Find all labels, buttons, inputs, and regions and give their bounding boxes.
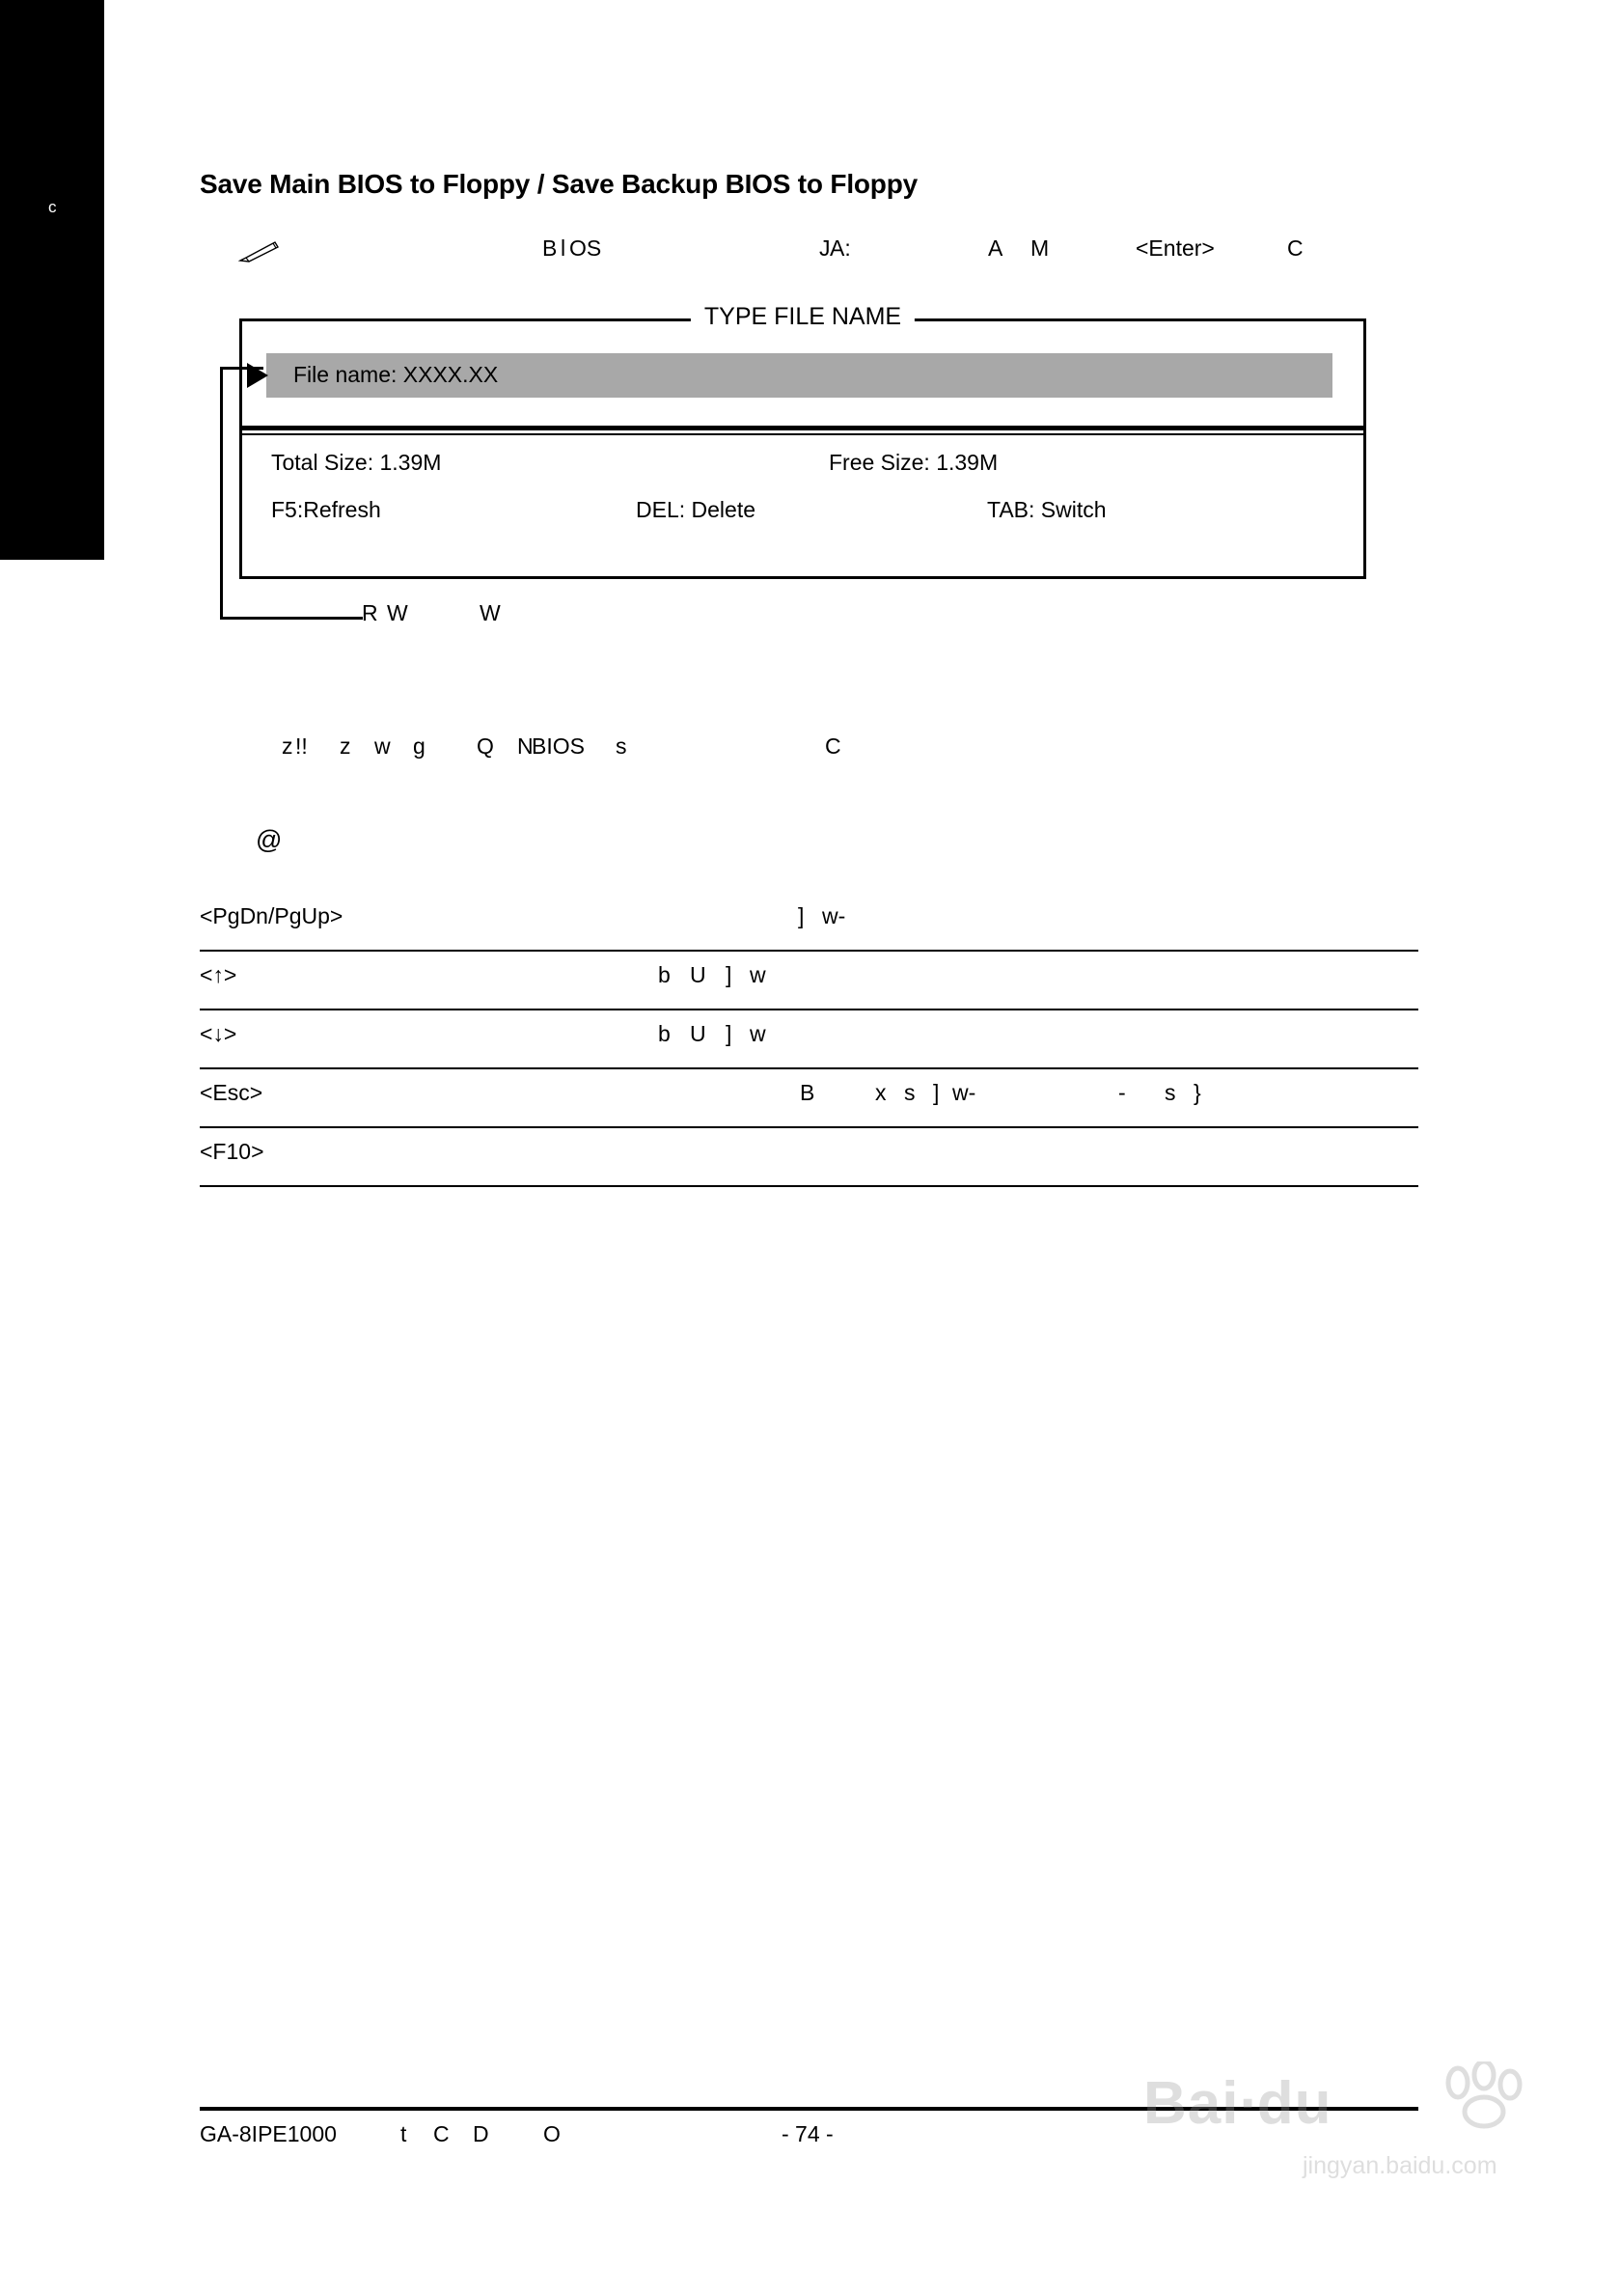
footer-fragment: O — [543, 2121, 561, 2146]
key-desc-fragment: s — [1165, 1080, 1176, 1105]
key-desc-fragment: w- — [822, 903, 846, 928]
pencil-icon — [238, 239, 281, 263]
body-fragment: C — [825, 733, 841, 759]
refresh-key-hint[interactable]: F5:Refresh — [271, 497, 381, 522]
watermark-brand: Bai∙du — [1143, 2070, 1332, 2137]
key-desc-fragment: ] — [933, 1080, 940, 1105]
body-fragment-bios: BIOS — [532, 733, 585, 759]
key-name: <Esc> — [200, 1080, 263, 1105]
key-desc-fragment: w — [750, 962, 766, 987]
footer-fragment: C — [433, 2121, 450, 2146]
side-tab-letter: c — [48, 198, 57, 216]
table-row — [200, 1069, 1418, 1128]
switch-key-hint[interactable]: TAB: Switch — [987, 497, 1107, 522]
key-desc-fragment: U — [690, 1021, 706, 1046]
key-desc-fragment: ] — [726, 962, 732, 987]
body-fragment: g — [413, 733, 426, 759]
page-side-tab — [0, 0, 104, 560]
note-fragment: M — [1030, 235, 1050, 261]
table-row — [200, 893, 1418, 952]
key-name: <F10> — [200, 1139, 264, 1164]
file-name-input[interactable] — [266, 353, 1332, 398]
note-fragment: J — [819, 235, 831, 261]
watermark-url: jingyan.baidu.com — [1303, 2152, 1497, 2179]
body-fragment-at: @ — [256, 825, 283, 854]
footer-fragment: GA-8IPE1000 — [200, 2121, 337, 2146]
callout-top-line — [220, 367, 263, 370]
callout-fragment: R — [362, 600, 378, 625]
footer-model — [200, 2121, 561, 2147]
table-row — [200, 1128, 1418, 1187]
body-fragment: w — [374, 733, 391, 759]
dialog-divider-thin — [242, 433, 1363, 435]
note-fragment: A: — [830, 235, 851, 261]
callout-vertical-line — [220, 367, 223, 620]
key-desc-fragment: b — [658, 1021, 671, 1046]
key-desc-fragment: } — [1194, 1080, 1201, 1105]
file-name-value: File name: XXXX.XX — [293, 362, 499, 387]
page-title: Save Main BIOS to Floppy / Save Backup BIOS to Floppy — [200, 169, 918, 199]
key-desc-fragment: - — [1118, 1080, 1126, 1105]
key-desc-fragment: x — [875, 1080, 887, 1105]
key-desc-fragment: w — [750, 1021, 766, 1046]
body-fragment: N — [517, 733, 534, 759]
table-row — [200, 952, 1418, 1010]
key-desc-fragment: s — [904, 1080, 916, 1105]
note-fragment-enter-key: <Enter> — [1136, 235, 1215, 261]
body-fragment: z — [282, 733, 293, 759]
type-file-name-dialog — [239, 303, 1366, 579]
free-size-label: Free Size: 1.39M — [829, 450, 999, 475]
table-row — [200, 1010, 1418, 1069]
key-desc-fragment: B — [800, 1080, 815, 1105]
key-desc-fragment: w- — [952, 1080, 976, 1105]
footer-fragment: D — [473, 2121, 489, 2146]
total-size-label: Total Size: 1.39M — [271, 450, 442, 475]
note-fragment: C — [1287, 235, 1304, 261]
note-fragment: B — [542, 235, 558, 261]
key-desc-fragment: ] — [798, 903, 805, 928]
key-reference-table — [200, 893, 1418, 1187]
page-number: - 74 - — [782, 2121, 834, 2146]
callout-bracket — [220, 367, 365, 622]
key-desc-fragment: U — [690, 962, 706, 987]
callout-bottom-line — [220, 617, 363, 620]
body-fragment: s — [616, 733, 627, 759]
key-name: <↓> — [200, 1021, 237, 1046]
dialog-title: TYPE FILE NAME — [691, 303, 915, 331]
note-fragment: l — [561, 235, 566, 261]
dialog-divider-thick — [242, 426, 1363, 430]
note-fragment: OS — [569, 235, 602, 261]
baidu-watermark — [1134, 2056, 1539, 2200]
body-fragment: Q — [477, 733, 494, 759]
note-row — [200, 232, 1358, 270]
note-fragment: A — [988, 235, 1003, 261]
body-fragment: !! — [295, 733, 308, 759]
delete-key-hint[interactable]: DEL: Delete — [636, 497, 756, 522]
body-fragment: z — [340, 733, 351, 759]
key-desc-fragment: b — [658, 962, 671, 987]
key-name: <↑> — [200, 962, 237, 987]
callout-fragment: W — [387, 600, 408, 625]
key-desc-fragment: ] — [726, 1021, 732, 1046]
callout-fragment: W — [480, 600, 501, 625]
key-name: <PgDn/PgUp> — [200, 903, 343, 928]
paw-icon — [1441, 2061, 1533, 2129]
footer-fragment: t — [400, 2121, 407, 2146]
